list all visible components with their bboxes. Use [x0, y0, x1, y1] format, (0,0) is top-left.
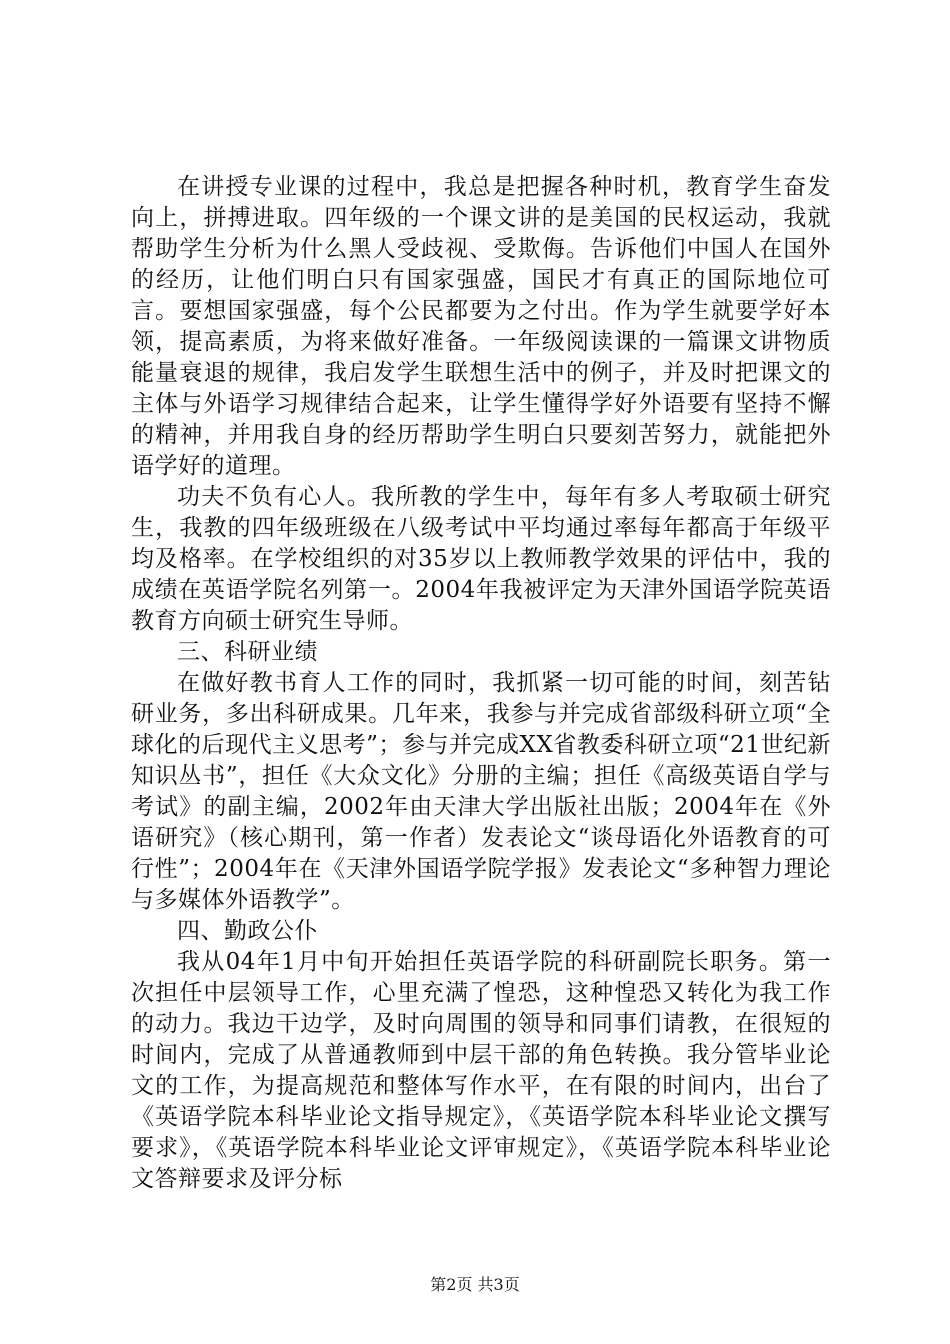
section-heading-research: 三、科研业绩: [177, 639, 318, 665]
paragraph-research: 在做好教书育人工作的同时，我抓紧一切可能的时间，刻苦钻研业务，多出科研成果。几年来，我参与并完成省部级科研立项“全球化的后现代主义思考”；参与并完成XX省教委科研立项“21世纪新知识丛书”，担任《大众文化》分册的主编；担任《高级英语自学与考试》的副主编，2002年由天津大学出版社出版；2004年在《外语研究》（核心期刊，第一作者）发表论文“谈母语化外语教育的可行性”；2004年在《天津外国语学院学报》发表论文“多种智力理论与多媒体外语教学”。: [131, 670, 831, 913]
paragraph-teaching-moral: 在讲授专业课的过程中，我总是把握各种时机，教育学生奋发向上，拼搏进取。四年级的一个课文讲的是美国的民权运动，我就帮助学生分析为什么黑人受歧视、受欺侮。告诉他们中国人在国外的经历，让他们明白只有国家强盛，国民才有真正的国际地位可言。要想国家强盛，每个公民都要为之付出。作为学生就要学好本领，提高素质，为将来做好准备。一年级阅读课的一篇课文讲物质能量衰退的规律，我启发学生联想生活中的例子，并及时把课文的主体与外语学习规律结合起来，让学生懂得学好外语要有坚持不懈的精神，并用我自身的经历帮助学生明白只要刻苦努力，就能把外语学好的道理。: [131, 174, 831, 479]
paragraph-teaching-results: 功夫不负有心人。我所教的学生中，每年有多人考取硕士研究生，我教的四年级班级在八级考试中平均通过率每年都高于年级平均及格率。在学校组织的对35岁以上教师教学效果的评估中，我的成绩在英语学院名列第一。2004年我被评定为天津外国语学院英语教育方向硕士研究生导师。: [131, 484, 831, 634]
page-footer: 第2页 共3页: [430, 1275, 520, 1294]
document-body: [131, 172, 831, 1195]
section-heading-administration: 四、勤政公仆: [177, 918, 318, 944]
paragraph-administration: 我从04年1月中旬开始担任英语学院的科研副院长职务。第一次担任中层领导工作，心里充满了惶恐，这种惶恐又转化为我工作的动力。我边干边学，及时向周围的领导和同事们请教，在很短的时间内，完成了从普通教师到中层干部的角色转换。我分管毕业论文的工作，为提高规范和整体写作水平，在有限的时间内，出台了《英语学院本科毕业论文指导规定》，《英语学院本科毕业论文撰写要求》，《英语学院本科毕业论文评审规定》，《英语学院本科毕业论文答辩要求及评分标: [131, 949, 831, 1192]
